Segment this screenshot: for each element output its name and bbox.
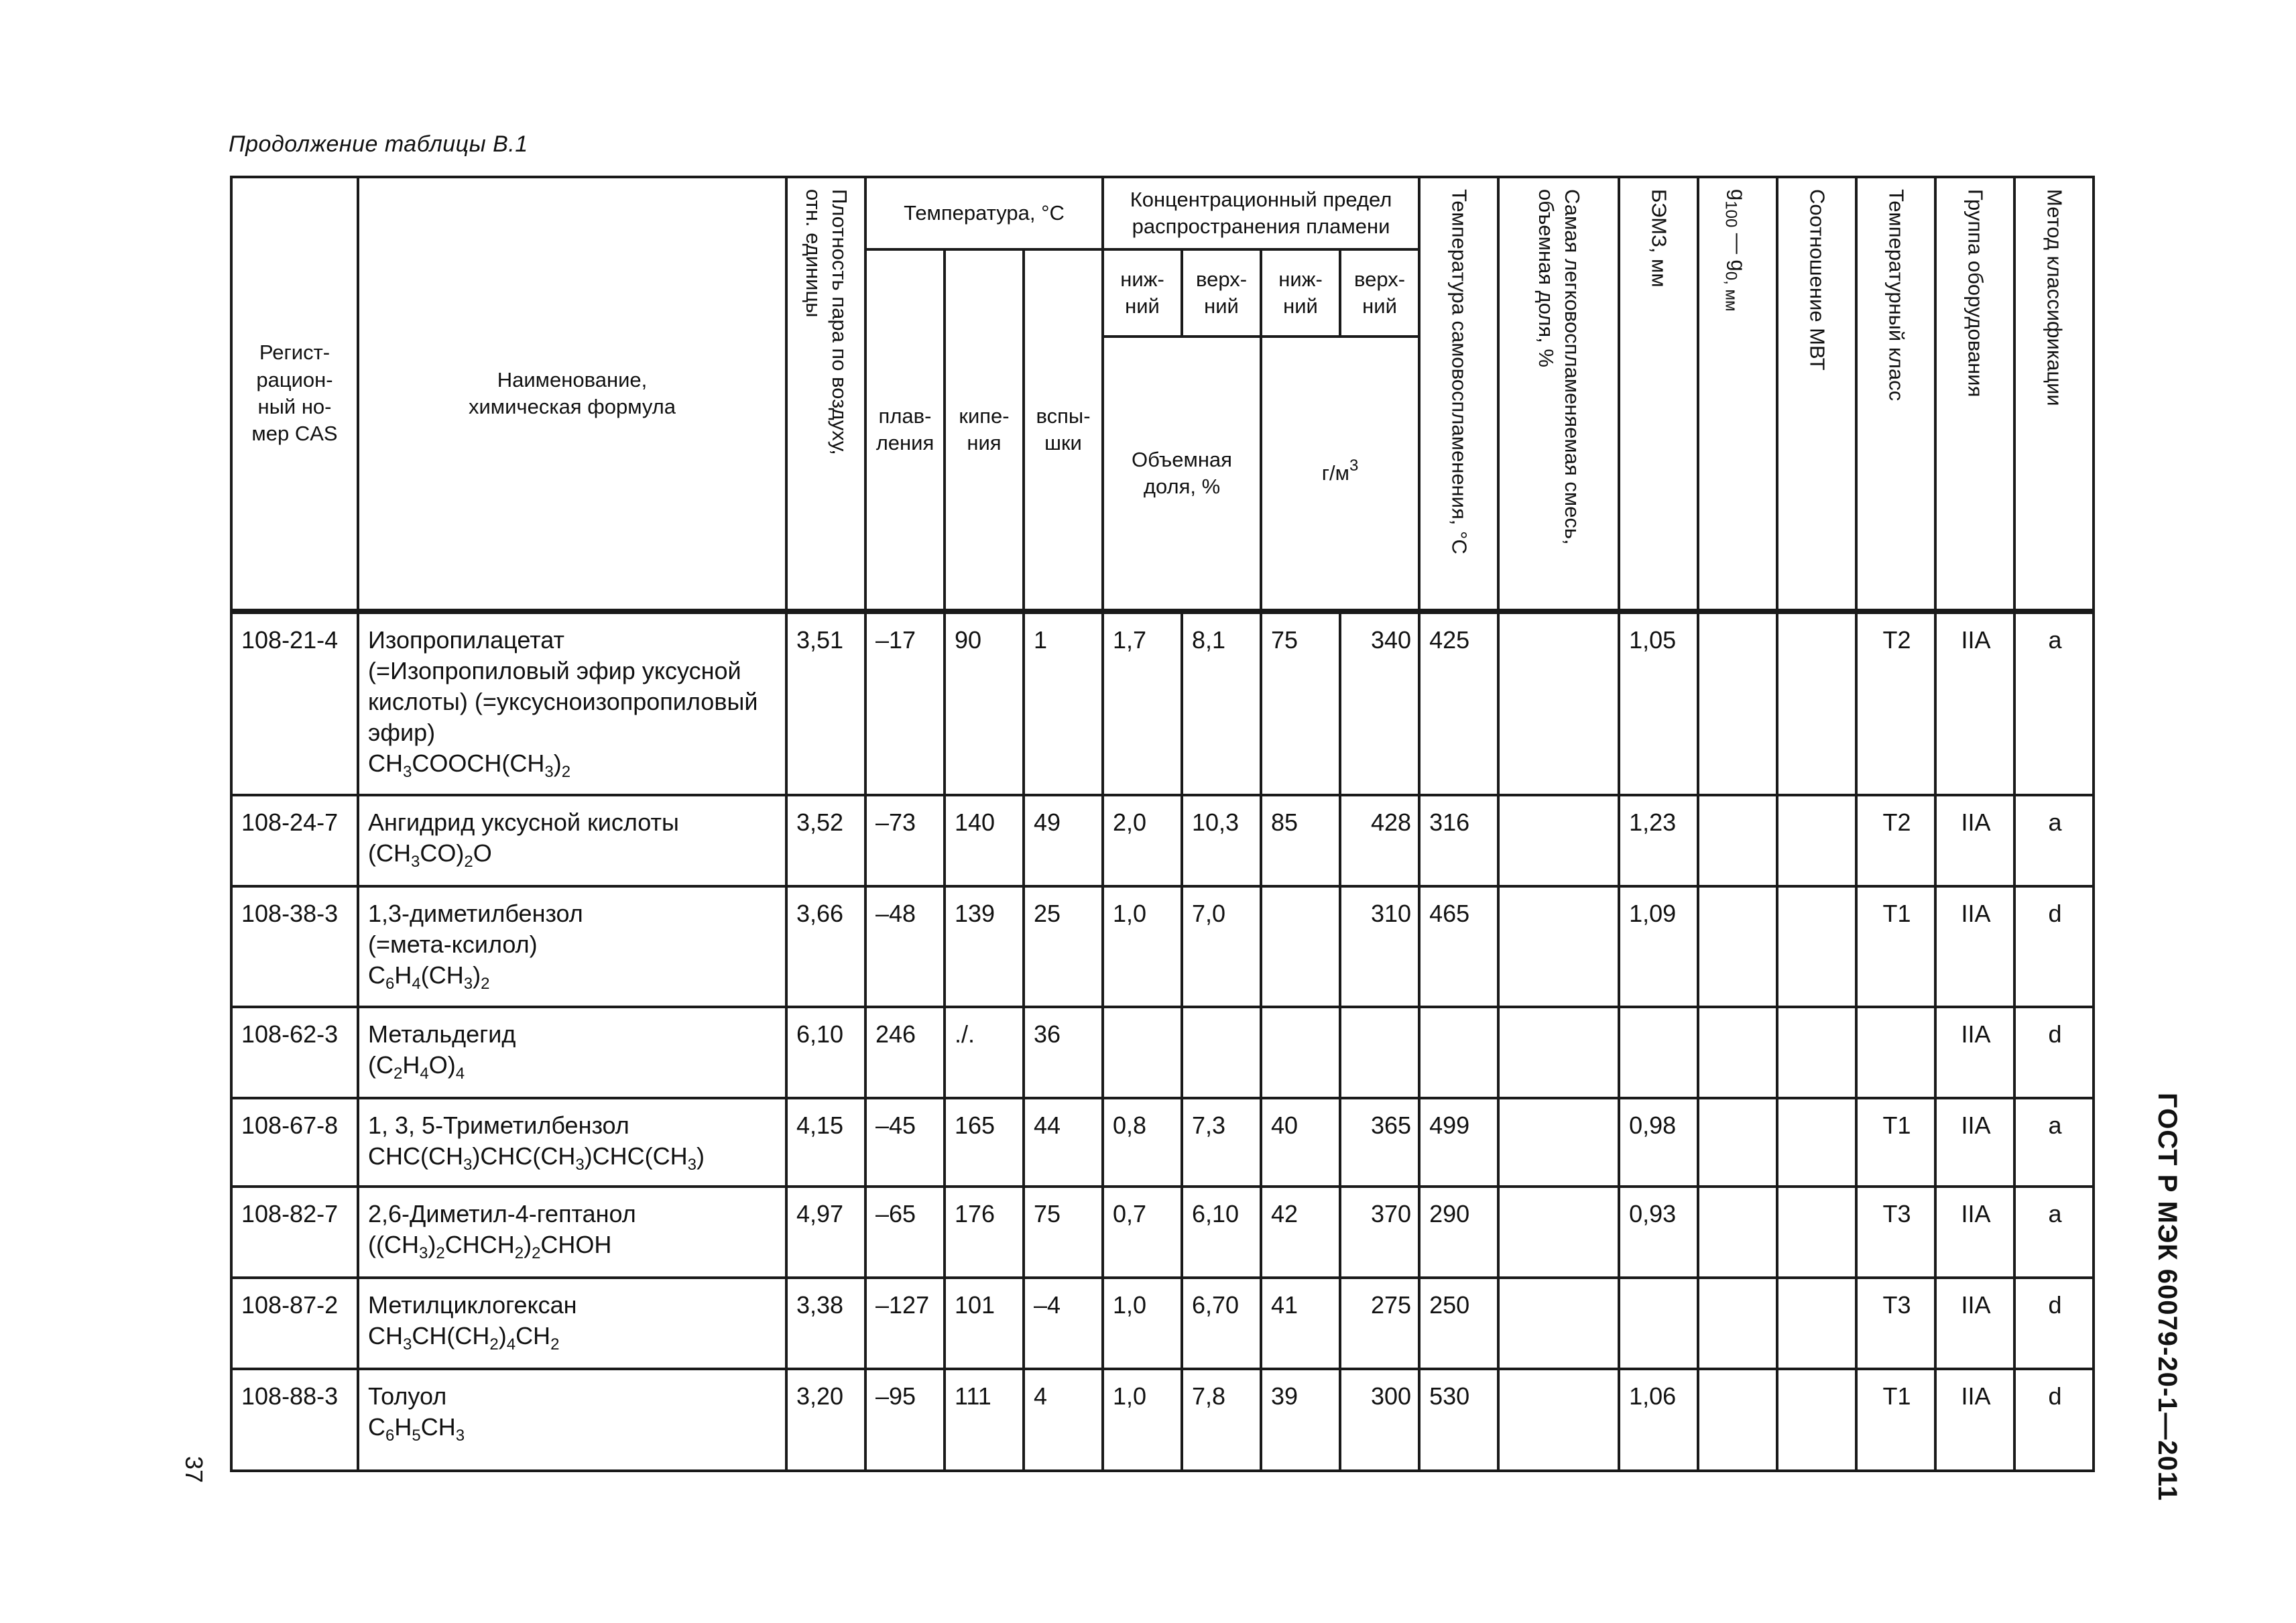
cell-cas: 108-82-7 [231, 1187, 358, 1278]
cell-mix [1498, 795, 1619, 886]
cell-t-melt: –73 [865, 795, 945, 886]
cell-mix [1498, 1278, 1619, 1369]
cell-lower-g: 85 [1261, 795, 1340, 886]
cell-upper-vol: 7,8 [1182, 1369, 1261, 1471]
cell-name [358, 613, 786, 795]
table-row [231, 886, 2094, 1007]
cell-t-flash: 49 [1024, 795, 1103, 886]
header-lower-vol: ниж- ний [1103, 249, 1182, 337]
cell-upper-g [1340, 1007, 1419, 1098]
cell-g [1698, 886, 1777, 1007]
cell-density: 4,97 [786, 1187, 865, 1278]
cell-g [1698, 613, 1777, 795]
cell-g [1698, 1187, 1777, 1278]
cell-t-flash: 44 [1024, 1098, 1103, 1187]
header-method: Метод классификации [2014, 177, 2094, 610]
substance-name: Толуол [368, 1382, 447, 1410]
cell-lower-g [1261, 886, 1340, 1007]
standard-designation: ГОСТ Р МЭК 60079-20-1—2011 [2153, 1093, 2182, 1502]
chemical-formula: $(C_2H_4O)_4$ [368, 1051, 465, 1083]
table-row [231, 1098, 2094, 1187]
cell-autoignition [1419, 1007, 1498, 1098]
cell-mix [1498, 1187, 1619, 1278]
cell-g [1698, 1007, 1777, 1098]
cell-t-flash: 4 [1024, 1369, 1103, 1471]
cell-cas: 108-62-3 [231, 1007, 358, 1098]
cell-cas: 108-24-7 [231, 795, 358, 886]
cell-lower-g [1261, 1007, 1340, 1098]
cell-mesg: 1,06 [1619, 1369, 1698, 1471]
chemical-formula: $C_6H_4(CH_3)_2$ [368, 961, 490, 994]
cell-autoignition: 465 [1419, 886, 1498, 1007]
cell-density: 3,20 [786, 1369, 865, 1471]
table-row [231, 613, 2094, 795]
cell-mix [1498, 1369, 1619, 1471]
cell-density: 3,38 [786, 1278, 865, 1369]
cell-t-boil: 101 [945, 1278, 1024, 1369]
cell-t-boil: 165 [945, 1098, 1024, 1187]
header-cas: Регист- рацион- ный но- мер CAS [231, 177, 358, 610]
header-lower-g: ниж- ний [1261, 249, 1340, 337]
cell-mic [1777, 1278, 1856, 1369]
cell-upper-g: 275 [1340, 1278, 1419, 1369]
cell-upper-vol: 10,3 [1182, 795, 1261, 886]
cell-t-melt: –45 [865, 1098, 945, 1187]
cell-lower-vol: 1,7 [1103, 613, 1182, 795]
cell-upper-g: 340 [1340, 613, 1419, 795]
cell-upper-vol [1182, 1007, 1261, 1098]
cell-g [1698, 1369, 1777, 1471]
header-density: Плотность пара по воздуху, отн. единицы [786, 177, 865, 610]
cell-upper-g: 300 [1340, 1369, 1419, 1471]
cell-equip-group: IIA [1935, 1098, 2014, 1187]
cell-upper-vol: 8,1 [1182, 613, 1261, 795]
cell-t-melt: –127 [865, 1278, 945, 1369]
header-conc-limit: Концентрационный предел распространения пламени [1103, 177, 1419, 249]
cell-cas: 108-21-4 [231, 613, 358, 795]
cell-temp-class: Т2 [1856, 613, 1935, 795]
cell-name [358, 795, 786, 886]
cell-autoignition: 250 [1419, 1278, 1498, 1369]
cell-mic [1777, 1098, 1856, 1187]
header-upper-g: верх- ний [1340, 249, 1419, 337]
cell-lower-vol: 0,7 [1103, 1187, 1182, 1278]
cell-mesg: 1,05 [1619, 613, 1698, 795]
cell-upper-g: 310 [1340, 886, 1419, 1007]
cell-upper-vol: 7,3 [1182, 1098, 1261, 1187]
cell-method: a [2014, 795, 2094, 886]
cell-t-melt: –65 [865, 1187, 945, 1278]
substance-name: Изопропилацетат (=Изопропиловый эфир уксусной кислоты) (=уксусноизопропиловый эфир) [368, 626, 758, 747]
data-table [230, 176, 2095, 1472]
cell-t-melt: 246 [865, 1007, 945, 1098]
header-t-melt: плав- ления [865, 249, 945, 610]
cell-name [358, 1007, 786, 1098]
cell-mesg: 1,23 [1619, 795, 1698, 886]
cell-mic [1777, 1369, 1856, 1471]
cell-t-flash: 75 [1024, 1187, 1103, 1278]
cell-upper-vol: 7,0 [1182, 886, 1261, 1007]
cell-cas: 108-38-3 [231, 886, 358, 1007]
cell-density: 4,15 [786, 1098, 865, 1187]
cell-mix [1498, 1098, 1619, 1187]
cell-method: a [2014, 1187, 2094, 1278]
cell-upper-vol: 6,70 [1182, 1278, 1261, 1369]
substance-name: Ангидрид уксусной кислоты [368, 808, 679, 836]
cell-method: d [2014, 1369, 2094, 1471]
header-t-boil: кипе- ния [945, 249, 1024, 610]
cell-upper-g: 428 [1340, 795, 1419, 886]
table-caption: Продолжение таблицы В.1 [229, 131, 528, 157]
cell-temp-class: Т1 [1856, 886, 1935, 1007]
table-row [231, 1369, 2094, 1471]
cell-g [1698, 1278, 1777, 1369]
substance-name: 1, 3, 5-Триметилбензол [368, 1111, 629, 1139]
cell-mic [1777, 613, 1856, 795]
cell-upper-g: 370 [1340, 1187, 1419, 1278]
cell-name [358, 886, 786, 1007]
table-row [231, 795, 2094, 886]
table-row [231, 1007, 2094, 1098]
table-body [231, 613, 2094, 1471]
cell-upper-vol: 6,10 [1182, 1187, 1261, 1278]
cell-density: 3,52 [786, 795, 865, 886]
header-upper-vol: верх- ний [1182, 249, 1261, 337]
cell-temp-class: Т3 [1856, 1278, 1935, 1369]
cell-mesg: 0,93 [1619, 1187, 1698, 1278]
cell-name [358, 1278, 786, 1369]
chemical-formula: $CHC(CH_3)CHC(CH_3)CHC(CH_3)$ [368, 1142, 705, 1175]
cell-name [358, 1187, 786, 1278]
cell-lower-g: 41 [1261, 1278, 1340, 1369]
cell-lower-vol: 0,8 [1103, 1098, 1182, 1187]
cell-cas: 108-67-8 [231, 1098, 358, 1187]
cell-t-melt: –17 [865, 613, 945, 795]
cell-cas: 108-88-3 [231, 1369, 358, 1471]
cell-lower-vol: 2,0 [1103, 795, 1182, 886]
substance-name: 2,6-Диметил-4-гептанол [368, 1200, 636, 1227]
header-gm3: $г/м^3$ [1261, 337, 1419, 610]
cell-equip-group: IIA [1935, 1187, 2014, 1278]
header-temp-class: Температурный класс [1856, 177, 1935, 610]
cell-t-boil: 139 [945, 886, 1024, 1007]
cell-autoignition: 499 [1419, 1098, 1498, 1187]
cell-g [1698, 1098, 1777, 1187]
cell-lower-vol: 1,0 [1103, 1278, 1182, 1369]
cell-equip-group: IIA [1935, 1369, 2014, 1471]
cell-lower-g: 40 [1261, 1098, 1340, 1187]
table-row [231, 1278, 2094, 1369]
cell-t-boil: 111 [945, 1369, 1024, 1471]
cell-lower-vol [1103, 1007, 1182, 1098]
cell-lower-vol: 1,0 [1103, 1369, 1182, 1471]
header-mesg: БЭМЗ, мм [1619, 177, 1698, 610]
cell-mic [1777, 1007, 1856, 1098]
cell-g [1698, 795, 1777, 886]
cell-upper-g: 365 [1340, 1098, 1419, 1187]
cell-autoignition: 530 [1419, 1369, 1498, 1471]
cell-lower-g: 42 [1261, 1187, 1340, 1278]
chemical-formula: $C_6H_5CH_3$ [368, 1413, 465, 1445]
header-equip-group: Группа оборудования [1935, 177, 2014, 610]
cell-temp-class [1856, 1007, 1935, 1098]
cell-density: 6,10 [786, 1007, 865, 1098]
header-g: $g_{100}$ — $g_{0, мм}$ [1698, 177, 1777, 610]
substance-name: 1,3-диметилбензол (=мета-ксилол) [368, 900, 583, 959]
substance-name: Метилциклогексан [368, 1291, 577, 1319]
cell-name [358, 1369, 786, 1471]
header-temperature: Температура, °С [865, 177, 1103, 249]
header-autoignition: Температура самовоспламенения, °С [1419, 177, 1498, 610]
cell-mesg [1619, 1278, 1698, 1369]
header-vol-frac: Объемная доля, % [1103, 337, 1261, 610]
cell-t-boil: 140 [945, 795, 1024, 886]
cell-equip-group: IIA [1935, 1007, 2014, 1098]
cell-method: d [2014, 1278, 2094, 1369]
cell-cas: 108-87-2 [231, 1278, 358, 1369]
header-t-flash: вспы- шки [1024, 249, 1103, 610]
chemical-formula: $CH_3COOCH(CH_3)_2$ [368, 749, 571, 782]
cell-t-boil: 90 [945, 613, 1024, 795]
cell-mesg [1619, 1007, 1698, 1098]
table-row [231, 1187, 2094, 1278]
cell-density: 3,66 [786, 886, 865, 1007]
cell-mesg: 0,98 [1619, 1098, 1698, 1187]
page-number: 37 [180, 1456, 208, 1484]
cell-mix [1498, 886, 1619, 1007]
cell-autoignition: 425 [1419, 613, 1498, 795]
cell-mic [1777, 795, 1856, 886]
header-mic: Соотношение МВТ [1777, 177, 1856, 610]
cell-mix [1498, 613, 1619, 795]
cell-temp-class: Т3 [1856, 1187, 1935, 1278]
cell-lower-g: 75 [1261, 613, 1340, 795]
chemical-formula: $CH_3CH(CH_2)_4CH_2$ [368, 1322, 560, 1354]
cell-lower-vol: 1,0 [1103, 886, 1182, 1007]
header-mix: Самая легковоспламеняемая смесь, объемная доля, % [1498, 177, 1619, 610]
cell-t-boil: 176 [945, 1187, 1024, 1278]
cell-equip-group: IIA [1935, 1278, 2014, 1369]
cell-method: d [2014, 1007, 2094, 1098]
cell-t-melt: –95 [865, 1369, 945, 1471]
cell-mix [1498, 1007, 1619, 1098]
cell-temp-class: Т1 [1856, 1098, 1935, 1187]
cell-t-flash: –4 [1024, 1278, 1103, 1369]
cell-mic [1777, 1187, 1856, 1278]
cell-temp-class: Т2 [1856, 795, 1935, 886]
cell-t-flash: 25 [1024, 886, 1103, 1007]
cell-name [358, 1098, 786, 1187]
chemical-formula: $(CH_3CO)_2O$ [368, 839, 492, 871]
cell-equip-group: IIA [1935, 795, 2014, 886]
cell-autoignition: 316 [1419, 795, 1498, 886]
cell-t-boil: ./. [945, 1007, 1024, 1098]
cell-mic [1777, 886, 1856, 1007]
cell-t-flash: 36 [1024, 1007, 1103, 1098]
cell-density: 3,51 [786, 613, 865, 795]
cell-temp-class: Т1 [1856, 1369, 1935, 1471]
cell-equip-group: IIA [1935, 613, 2014, 795]
cell-t-melt: –48 [865, 886, 945, 1007]
header-name: Наименование, химическая формула [358, 177, 786, 610]
cell-lower-g: 39 [1261, 1369, 1340, 1471]
cell-method: d [2014, 886, 2094, 1007]
cell-autoignition: 290 [1419, 1187, 1498, 1278]
cell-t-flash: 1 [1024, 613, 1103, 795]
cell-method: a [2014, 1098, 2094, 1187]
cell-equip-group: IIA [1935, 886, 2014, 1007]
chemical-formula: $((CH_3)_2CHCH_2)_2CHOH$ [368, 1231, 612, 1263]
cell-mesg: 1,09 [1619, 886, 1698, 1007]
substance-name: Метальдегид [368, 1020, 516, 1048]
cell-method: a [2014, 613, 2094, 795]
